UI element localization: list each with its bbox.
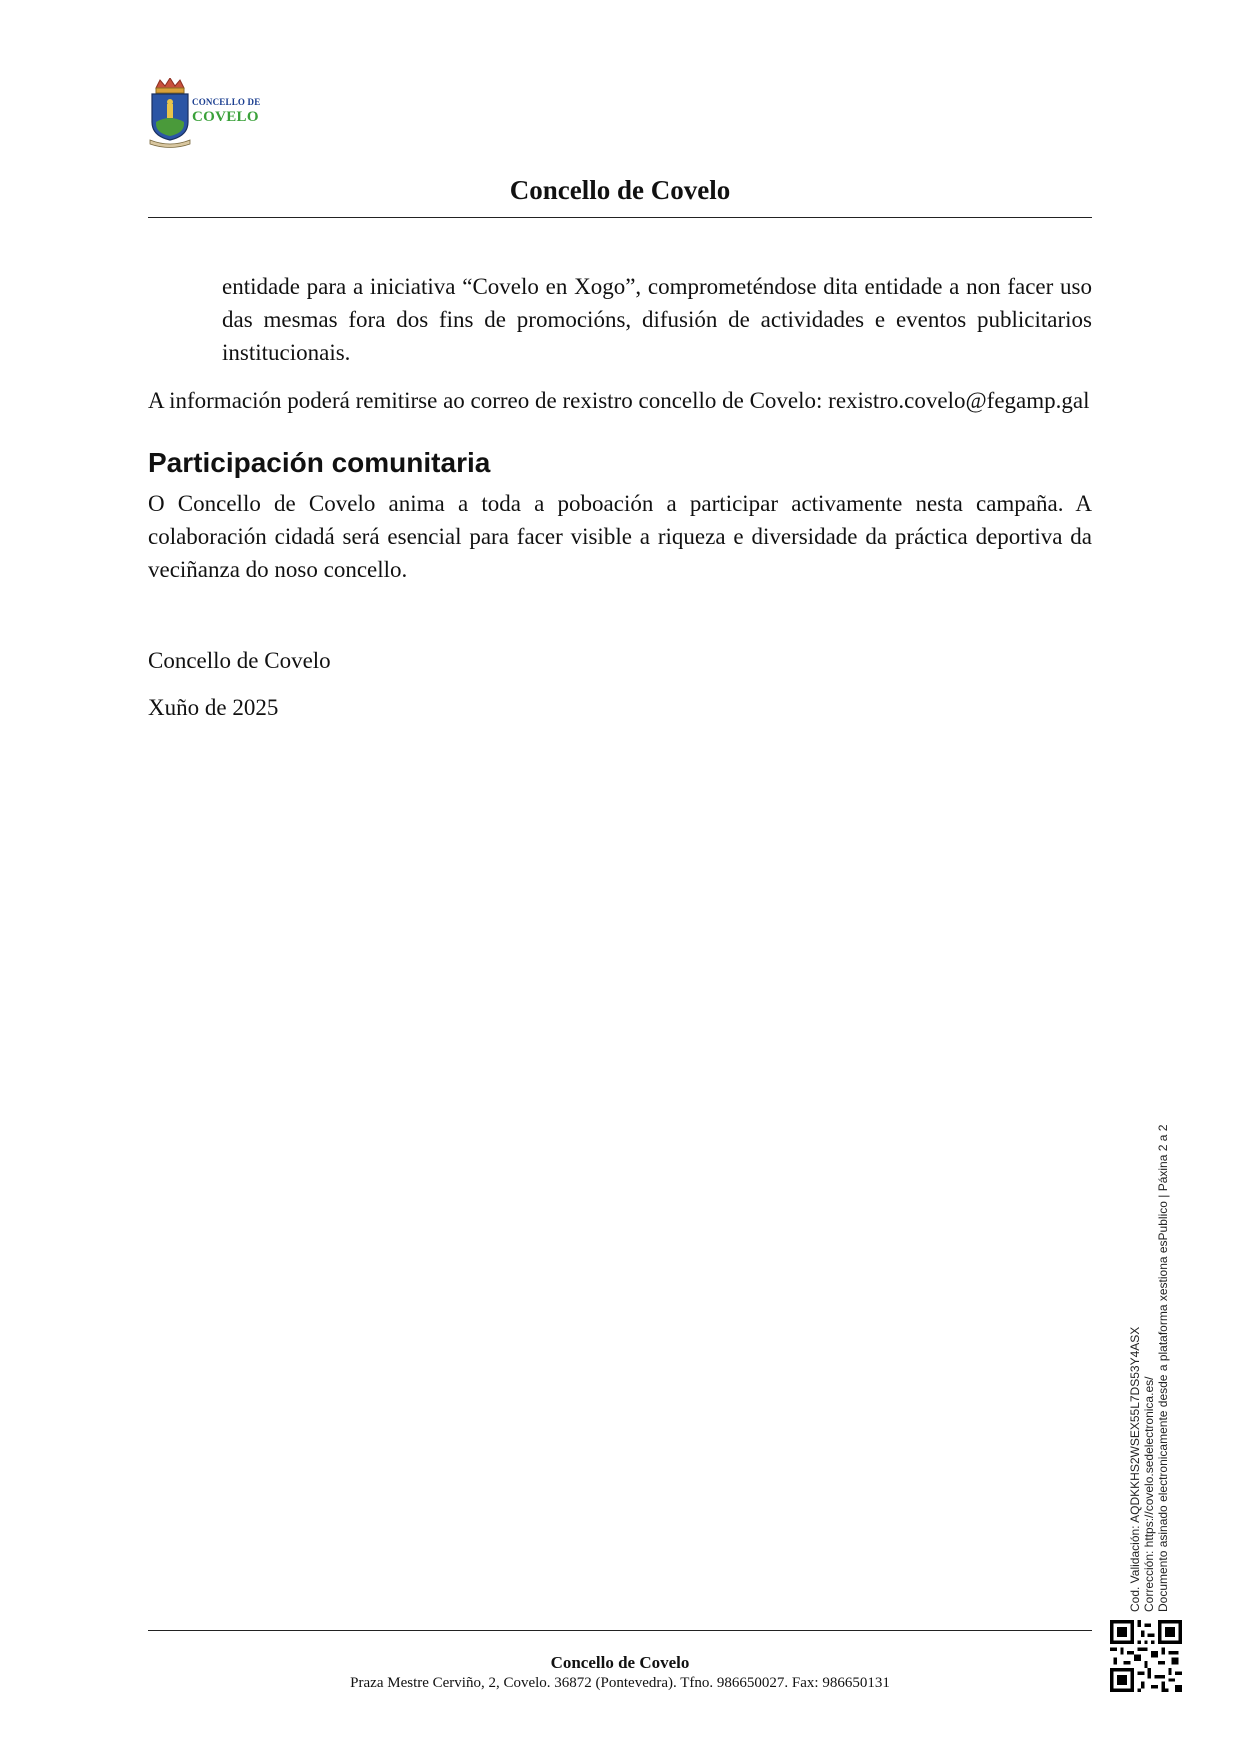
coat-of-arms-icon [148,78,192,148]
footer-divider [148,1630,1092,1631]
section-paragraph: O Concello de Covelo anima a toda a poboación a participar activamente nesta campaña. A colaboración cidadá será esencial para facer visible a riqueza e diversidade da práctica deportiva da veciñanza do noso concello. [148,491,1092,582]
header-logo [148,78,268,148]
validation-code: Cod. Validación: AQDKKHS2WSEX55L7DS53Y4ASX [1128,1326,1142,1612]
signature-date: Xuño de 2025 [148,695,279,720]
logo-text [192,98,260,125]
signature-organization: Concello de Covelo [148,648,331,673]
footer-organization: Concello de Covelo [550,1653,690,1672]
indented-paragraph: entidade para a iniciativa “Covelo en Xogo”, comprometéndose dita entidade a non facer uso das mesmas fora dos fins de promocións, difusión de actividades e eventos publicitarios institucionais. [222,274,1092,365]
validation-signed: Documento asinado electronicamente desde a plataforma xestiona esPublico | Páxina 2 a 2 [1156,1124,1170,1612]
header-divider [148,217,1092,218]
logo-line-1: CONCELLO DE [192,97,261,107]
page-title: Concello de Covelo [509,175,731,205]
footer-address: Praza Mestre Cerviño, 2, Covelo. 36872 (Pontevedra). Tfno. 986650027. Fax: 986650131 [350,1675,890,1691]
logo-line-2: COVELO [192,109,259,125]
validation-correction: Corrección: https://covelo.sedelectronica.es/ [1142,1376,1156,1612]
document-body [148,270,1092,724]
section-heading: Participación comunitaria [148,447,491,478]
info-paragraph: A información poderá remitirse ao correo de rexistro concello de Covelo: rexistro.covelo@fegamp.gal [148,388,1090,413]
